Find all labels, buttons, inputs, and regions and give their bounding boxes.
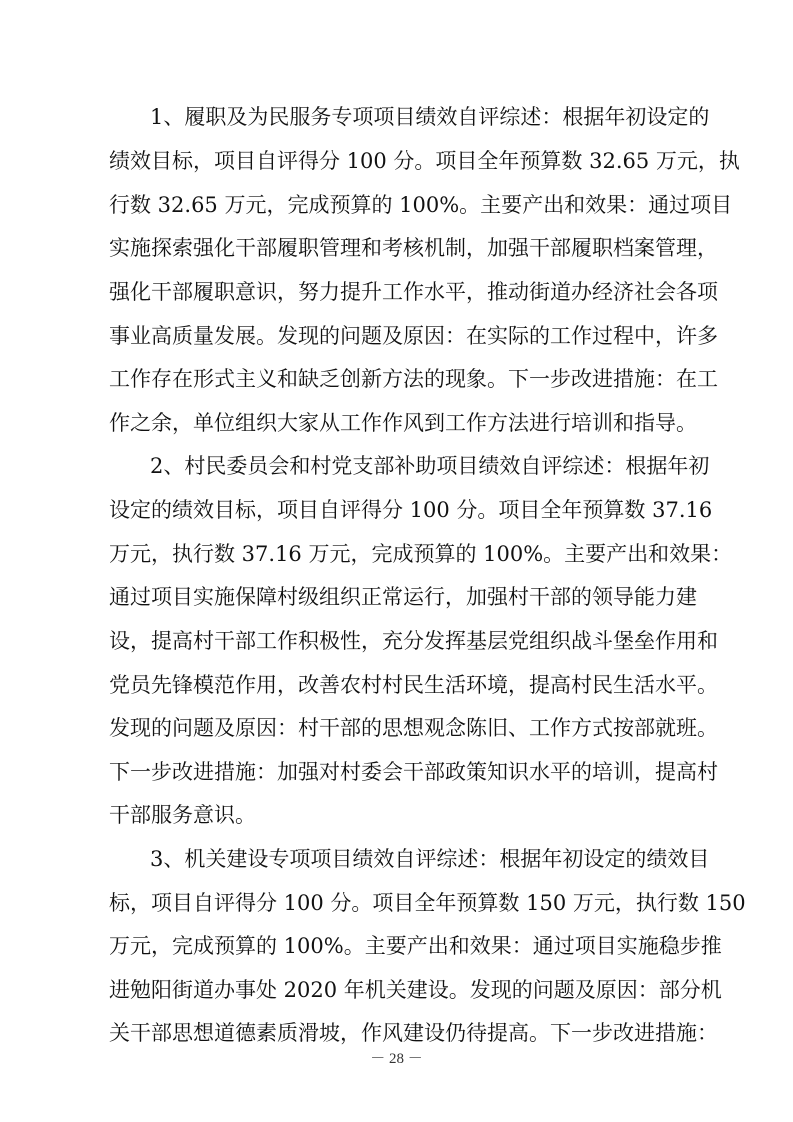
paragraph-line: 设定的绩效目标，项目自评得分 100 分。项目全年预算数 37.16 — [109, 498, 713, 522]
page-number: － 28 － — [370, 1051, 423, 1067]
paragraph-line: 实施探索强化干部履职管理和考核机制，加强干部履职档案管理， — [109, 236, 718, 260]
paragraph-line: 党员先锋模范作用，改善农村村民生活环境，提高村民生活水平。 — [109, 673, 718, 697]
paragraph-line: 强化干部履职意识，努力提升工作水平，推动街道办经济社会各项 — [109, 280, 718, 304]
paragraph-line: 发现的问题及原因：村干部的思想观念陈旧、工作方式按部就班。 — [109, 716, 718, 740]
paragraph-line: 万元，执行数 37.16 万元，完成预算的 100%。主要产出和效果： — [109, 542, 733, 566]
paragraph-line: 工作存在形式主义和缺乏创新方法的现象。下一步改进措施：在工 — [109, 367, 718, 391]
paragraph-line: 通过项目实施保障村级组织正常运行，加强村干部的领导能力建 — [109, 585, 697, 609]
paragraph-line: 绩效目标，项目自评得分 100 分。项目全年预算数 32.65 万元，执 — [109, 149, 740, 173]
paragraph-line: 1、履职及为民服务专项项目绩效自评综述：根据年初设定的 — [150, 105, 710, 129]
paragraph-line: 设，提高村干部工作积极性，充分发挥基层党组织战斗堡垒作用和 — [109, 629, 718, 653]
paragraph-line: 关干部思想道德素质滑坡，作风建设仍待提高。下一步改进措施： — [109, 1021, 718, 1045]
paragraph-line: 标，项目自评得分 100 分。项目全年预算数 150 万元，执行数 150 — [109, 891, 746, 915]
paragraph-line: 3、机关建设专项项目绩效自评综述：根据年初设定的绩效目 — [150, 847, 710, 871]
paragraph-line: 作之余，单位组织大家从工作作风到工作方法进行培训和指导。 — [109, 411, 697, 435]
paragraph-line: 万元，完成预算的 100%。主要产出和效果：通过项目实施稳步推 — [109, 934, 722, 958]
paragraph-line: 2、村民委员会和村党支部补助项目绩效自评综述：根据年初 — [150, 454, 710, 478]
paragraph-line: 行数 32.65 万元，完成预算的 100%。主要产出和效果：通过项目 — [109, 193, 733, 217]
paragraph-line: 事业高质量发展。发现的问题及原因：在实际的工作过程中，许多 — [109, 324, 718, 348]
paragraph-line: 下一步改进措施：加强对村委会干部政策知识水平的培训，提高村 — [109, 760, 718, 784]
paragraph-line: 干部服务意识。 — [109, 803, 256, 827]
paragraph-line: 进勉阳街道办事处 2020 年机关建设。发现的问题及原因：部分机 — [109, 978, 722, 1002]
